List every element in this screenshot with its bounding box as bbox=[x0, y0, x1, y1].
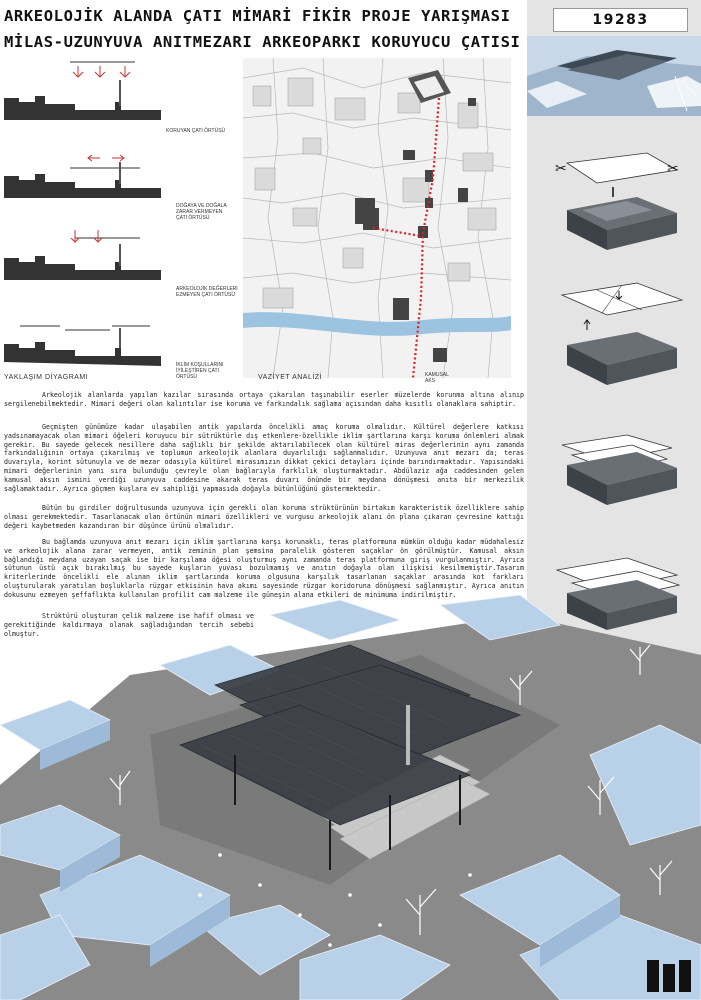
diagram-label-4: İKLİM KOŞULLARINI İYİLEŞTİREN ÇATI ÖRTÜSÜ bbox=[176, 362, 224, 380]
diagram-label-2: DOĞAYA VE DOĞALA ZARAR VERMEYEN ÇATI ÖRTÜSÜ bbox=[176, 203, 227, 221]
map-drawing bbox=[243, 58, 511, 378]
entry-code: 19283 bbox=[553, 8, 688, 32]
paragraph-5-text: Strüktürü oluşturan çelik malzeme ise hafif olması ve gerekitiğinde kaldırmaya olanak sağladığından tercih sebebi olmuştur. bbox=[4, 612, 254, 638]
map-axis-label: KAMUSAL AKS bbox=[425, 372, 449, 384]
paragraph-1-text: Arkeolojik alanlarda yapılan kazılar sırasında ortaya çıkarılan taşınabilir eserler müzelerde korunma altına alınıp sergilenebilmektedir. Mimari değeri olan kalıntılar ise koruma ve farkındalık sağlama açısından daha kısıtlı olanaklara sahiptir. bbox=[4, 391, 524, 408]
main-perspective-render bbox=[0, 595, 701, 1000]
svg-text:✂: ✂ bbox=[555, 161, 567, 177]
approach-diagrams bbox=[0, 58, 240, 388]
diagram-label-3: ARKEOLOJİK DEĞERLERİ EZMEYEN ÇATI ÖRTÜSÜ bbox=[176, 286, 238, 298]
diagram-4 bbox=[4, 326, 161, 366]
paragraph-2-text: Geçmişten günümüze kadar ulaşabilen antik yapılarda öncelikli amaç koruma olmalıdır. Kültürel değerlere katkısı yadsınamayacak olan mimari öğeleri koruyucu bir sütrüktürle dış etkenlere-özellikle iklim şartlarına karşı koruma önlemleri almak gerekir. Bu sayede gelecek nesillere daha sağlıklı bir şekilde aktarılabilecek olan kültürel miras değerlerinin aynı zamanda farkındalığının ortaya çıkarılmış ve toplumun arkeolojik alanlara duyarlılığı sağlanmalıdır. Uzunyuva anıt mezarı da; teras duvarıyla, korint sütunuyla ve de mezar odasıyla kültürel mirasımızın dikkat çekici detayları içinde barındırmaktadır. Yapısındaki mimari değerlerinin yanı sıra bulunduğu çevreyle olan bağlarıyla farklılık oluşturmaktadır. Abdülaziz ağa caddesinden gelen kamusal aksın ismini verdiği uzunyuva caddesine akarak teras duvarı önünde bir meydana dönüşmesi anıta bir merkezilik sağlamaktadır. Ayrıca göçmen kuşlara ev sahipliği yapmasıda doğayla bütünlüğünü göstermektedir. bbox=[4, 423, 524, 493]
map-caption: VAZİYET ANALİZİ bbox=[258, 374, 323, 381]
paragraph-3 bbox=[4, 504, 524, 530]
diagram-caption: YAKLAŞIM DİYAGRAMI bbox=[4, 374, 89, 381]
poster-title: ARKEOLOJİK ALANDA ÇATI MİMARİ FİKİR PROJE YARIŞMASI bbox=[4, 7, 511, 25]
diagram-label-1: KORUYAN ÇATI ÖRTÜSÜ bbox=[166, 128, 226, 134]
approach-diagram-drawing bbox=[0, 58, 240, 388]
paragraph-4 bbox=[4, 538, 524, 600]
diagram-3 bbox=[4, 230, 161, 280]
diagram-2 bbox=[4, 155, 161, 198]
sidebar-top-render bbox=[527, 36, 701, 116]
poster-subtitle: MİLAS-UZUNYUVA ANITMEZARI ARKEOPARKI KORUYUCU ÇATISI bbox=[4, 33, 521, 51]
site-analysis-map bbox=[243, 58, 511, 378]
diagram-1 bbox=[4, 62, 161, 120]
paragraph-1 bbox=[4, 391, 524, 409]
exploded-axonometric-sequence bbox=[527, 115, 701, 635]
paragraph-2 bbox=[4, 423, 524, 493]
logo-icon bbox=[647, 960, 691, 992]
exploded-drawing bbox=[527, 115, 701, 635]
svg-text:✂: ✂ bbox=[667, 161, 679, 177]
paragraph-3-text: Bütün bu girdiler doğrultusunda uzunyuva için gerekli olan koruma strüktürünün birtakım karakteristik özelliklere sahip olması gerekmektedir. Tasarlanacak olan örtünün mimari özellikleri ve vurgusu arkeolojik alanı ön plana çıkaran çevresine kattığı değeri kaybetmeden kazandıran bir düşünce ürünü olmalıdır. bbox=[4, 504, 524, 530]
title-block bbox=[0, 0, 526, 58]
paragraph-4-text: Bu bağlamda uzunyuva anıt mezarı için iklim şartlarına karşı korunaklı, teras platformuna mümkün olduğu kadar müdahalesiz ve arkeolojik alana zarar vermeyen, antik zeminin plan şemsina paralelik gösteren saçaklar ön görülmüştür. Kamusal aksın bağlandığı meydana uzayan saçak ise bir karşılama öğesi oluşturmuş aynı zamanda teras platformuna giriş vurgulanmıştır. Ayrıca sütunun üstü açık bırakılmış bu sayede kuşların yuvası bozulmamış ve anıtın doğayla olan ilişkisi kesilmemiştir.Tasarım kriterlerinde öncelikli ele alınan iklim şartlarında koruma olgusuna karşılık tasarlanan saçaklar arasında kot farkları oluşturularak yaratılan boşluklarla rüzgar etkisinin hava akımı sayesinde rüzgar koridoruna dönüşmesi sağlanmıştır. Ayrıca anıtın dokusunu ezmeyen şeffaflıkta kullanılan profilit cam malzeme ile güneşin alana etkileri de minimuma indirilmiştir. bbox=[4, 538, 524, 599]
render-drawing bbox=[0, 595, 701, 1000]
